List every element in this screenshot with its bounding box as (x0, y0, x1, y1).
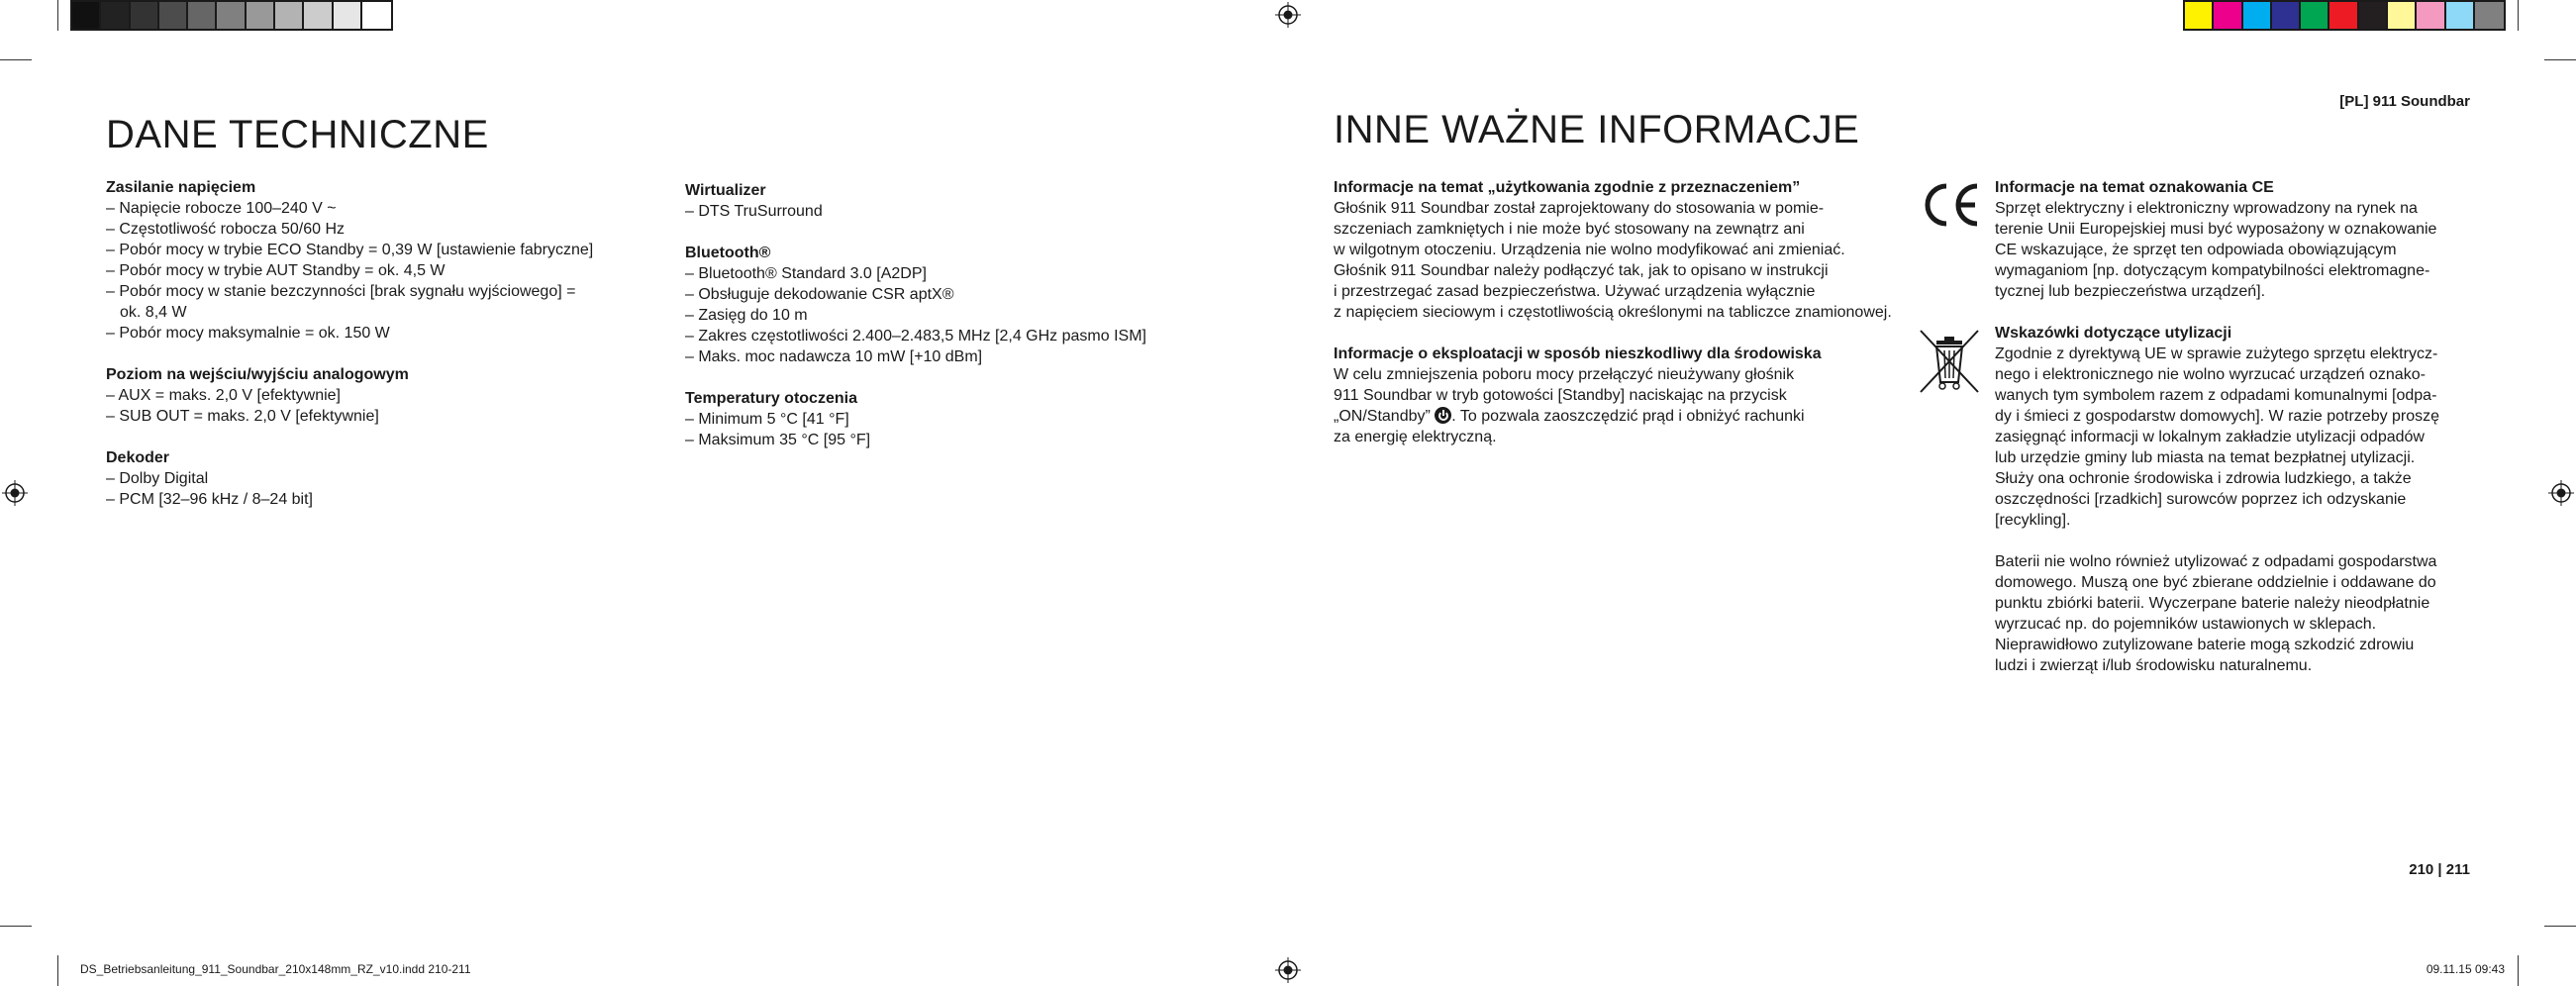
text-line: Sprzęt elektryczny i elektroniczny wprowadzony na rynek na (1995, 200, 2418, 217)
color-swatch (304, 2, 333, 29)
spec-line: – Pobór mocy w trybie AUT Standby = ok. 4,5 W (106, 262, 446, 279)
virtualizer-section (685, 180, 1146, 222)
color-swatch (2301, 2, 2329, 29)
file-slug: DS_Betriebsanleitung_911_Soundbar_210x148mm_RZ_v10.indd 210-211 (80, 962, 471, 976)
temperature-section (685, 388, 1146, 450)
spec-line: – SUB OUT = maks. 2,0 V [efektywnie] (106, 408, 379, 425)
color-swatch (247, 2, 275, 29)
text-line: tycznej lub bezpieczeństwa urządzeń]. (1995, 283, 2266, 300)
color-swatch (2272, 2, 2301, 29)
text-line: Nieprawidłowo zutylizowane baterie mogą szkodzić zdrowiu (1995, 637, 2415, 653)
text-line: za energię elektryczną. (1334, 429, 1497, 445)
text-line: [recykling]. (1995, 512, 2071, 529)
section-title: Zasilanie napięciem (106, 179, 256, 196)
color-swatch (2388, 2, 2417, 29)
text-line: z napięciem sieciowym i częstotliwością określonymi na tabliczce znamionowej. (1334, 304, 1892, 321)
crop-mark (2544, 926, 2576, 927)
tech-col-2 (685, 180, 1146, 471)
spec-line: – Zasięg do 10 m (685, 307, 808, 324)
text-line: Głośnik 911 Soundbar został zaprojektowany do stosowania w pomie- (1334, 200, 1825, 217)
color-swatch (2446, 2, 2475, 29)
color-swatch (2329, 2, 2358, 29)
color-swatch (362, 2, 391, 29)
ce-section (1995, 177, 2439, 302)
section-title: Informacje o eksploatacji w sposób nieszkodliwy dla środowiska (1334, 345, 1822, 362)
text-line: wyrzucać np. do pojemników ustawionych w sklepach. (1995, 616, 2377, 633)
bluetooth-section (685, 243, 1146, 367)
color-swatch (159, 2, 188, 29)
spec-line: – Minimum 5 °C [41 °F] (685, 411, 849, 428)
section-title: Wskazówki dotyczące utylizacji (1995, 325, 2232, 342)
spec-line: – Napięcie robocze 100–240 V ~ (106, 200, 337, 217)
text-line: i przestrzegać zasad bezpieczeństwa. Używać urządzenia wyłącznie (1334, 283, 1816, 300)
color-swatch (217, 2, 246, 29)
color-swatch (275, 2, 304, 29)
text-line: szczeniach zamkniętych i nie może być stosowany na zewnątrz ani (1334, 221, 1805, 238)
text-line: Służy ona ochronie środowiska i zdrowia ludzkiego, a także (1995, 470, 2412, 487)
spec-line: – Dolby Digital (106, 470, 209, 487)
info-col-1 (1334, 177, 1892, 468)
color-swatch (2214, 2, 2242, 29)
grayscale-control-bar (70, 0, 393, 31)
text-line: W celu zmniejszenia poboru mocy przełączyć nieużywany głośnik (1334, 366, 1795, 383)
crop-mark (2518, 0, 2519, 31)
ce-mark-icon (1921, 182, 1982, 233)
eco-section (1334, 344, 1892, 447)
power-section (106, 177, 593, 344)
text-line: domowego. Muszą one być zbierane oddzielnie i oddawane do (1995, 574, 2436, 591)
text-line: punktu zbiórki baterii. Wyczerpane baterie należy nieodpłatnie (1995, 595, 2430, 612)
section-title: Informacje na temat oznakowania CE (1995, 179, 2274, 196)
section-title: Wirtualizer (685, 182, 766, 199)
power-button-icon (1435, 407, 1451, 424)
text-line: Baterii nie wolno również utylizować z odpadami gospodarstwa (1995, 553, 2437, 570)
print-date: 09.11.15 09:43 (2426, 962, 2505, 976)
crop-mark (57, 0, 58, 31)
intended-use-section (1334, 177, 1892, 323)
text-line: CE wskazujące, że sprzęt ten odpowiada obowiązującym (1995, 242, 2397, 258)
text-line: zasięgnąć informacji w lokalnym zakładzie utylizacji odpadów (1995, 429, 2425, 445)
registration-mark-icon (1275, 2, 1301, 28)
color-control-bar (2183, 0, 2506, 31)
spec-line: – Pobór mocy w trybie ECO Standby = 0,39 W [ustawienie fabryczne] (106, 242, 594, 258)
tech-col-1 (106, 177, 593, 531)
spec-line: – Pobór mocy w stanie bezczynności [brak sygnału wyjściowego] = (106, 283, 576, 300)
text-line: dy i śmieci z gospodarstw domowych]. W razie potrzeby proszę (1995, 408, 2440, 425)
section-title: Dekoder (106, 449, 170, 466)
spec-line: – Maksimum 35 °C [95 °F] (685, 432, 871, 448)
color-swatch (2417, 2, 2445, 29)
spec-line: – Obsługuje dekodowanie CSR aptX® (685, 286, 954, 303)
page-title-technical-data: DANE TECHNICZNE (106, 113, 489, 156)
text-line: terenie Unii Europejskiej musi być wyposażony w oznakowanie (1995, 221, 2437, 238)
analog-section (106, 364, 593, 427)
section-title: Informacje na temat „użytkowania zgodnie z przeznaczeniem” (1334, 179, 1801, 196)
crop-mark (0, 926, 32, 927)
decoder-section (106, 447, 593, 510)
text-line (1334, 406, 1892, 427)
registration-mark-icon (2548, 480, 2574, 506)
color-swatch (131, 2, 159, 29)
text-line: oszczędności [rzadkich] surowców poprzez ich odzyskanie (1995, 491, 2407, 508)
spec-line: – PCM [32–96 kHz / 8–24 bit] (106, 491, 313, 508)
text-line: lub urzędzie gminy lub miasta na temat bezpłatnej utylizacji. (1995, 449, 2416, 466)
registration-mark-icon (2, 480, 28, 506)
spec-line: – Częstotliwość robocza 50/60 Hz (106, 221, 345, 238)
crossed-out-bin-icon (1915, 327, 1984, 401)
crop-mark (57, 955, 58, 986)
color-swatch (101, 2, 130, 29)
product-tag: [PL] 911 Soundbar (2339, 93, 2470, 110)
crop-mark (2518, 955, 2519, 986)
info-col-2 (1995, 177, 2439, 697)
text-line: Zgodnie z dyrektywą UE w sprawie zużytego sprzętu elektrycz- (1995, 345, 2438, 362)
page-numbers: 210 | 211 (2409, 861, 2470, 878)
crop-mark (0, 59, 32, 60)
page-title-other-info: INNE WAŻNE INFORMACJE (1334, 108, 1860, 151)
color-swatch (2359, 2, 2388, 29)
registration-mark-icon (1275, 957, 1301, 983)
text-line: Głośnik 911 Soundbar należy podłączyć tak, jak to opisano w instrukcji (1334, 262, 1829, 279)
section-title: Temperatury otoczenia (685, 390, 857, 407)
spec-line: – AUX = maks. 2,0 V [efektywnie] (106, 387, 341, 404)
color-swatch (2185, 2, 2214, 29)
text-line: 911 Soundbar w tryb gotowości [Standby] naciskając na przycisk (1334, 387, 1787, 404)
spec-line: – Maks. moc nadawcza 10 mW [+10 dBm] (685, 348, 983, 365)
section-title: Poziom na wejściu/wyjściu analogowym (106, 366, 409, 383)
color-swatch (2243, 2, 2272, 29)
spec-line: – Bluetooth® Standard 3.0 [A2DP] (685, 265, 927, 282)
section-title: Bluetooth® (685, 245, 771, 261)
disposal-section (1995, 323, 2439, 676)
text-fragment: . To pozwala zaoszczędzić prąd i obniżyć rachunki (1451, 408, 1805, 425)
text-line: wymaganiom [np. dotyczącym kompatybilności elektromagne- (1995, 262, 2430, 279)
text-line: wanych tym symbolem razem z odpadami komunalnymi [odpa- (1995, 387, 2437, 404)
color-swatch (2475, 2, 2504, 29)
color-swatch (188, 2, 217, 29)
text-line: nego i elektronicznego nie wolno wyrzucać urządzeń oznako- (1995, 366, 2426, 383)
color-swatch (334, 2, 362, 29)
spec-line: – Pobór mocy maksymalnie = ok. 150 W (106, 325, 390, 342)
spec-line: ok. 8,4 W (120, 304, 187, 321)
text-line: w wilgotnym otoczeniu. Urządzenia nie wolno modyfikować ani zmieniać. (1334, 242, 1845, 258)
spec-line: – DTS TruSurround (685, 203, 823, 220)
spec-line: – Zakres częstotliwości 2.400–2.483,5 MHz [2,4 GHz pasmo ISM] (685, 328, 1146, 345)
text-line: ludzi i zwierząt i/lub środowisku naturalnemu. (1995, 657, 2313, 674)
text-fragment: „ON/Standby” (1334, 408, 1431, 425)
color-swatch (72, 2, 101, 29)
crop-mark (2544, 59, 2576, 60)
